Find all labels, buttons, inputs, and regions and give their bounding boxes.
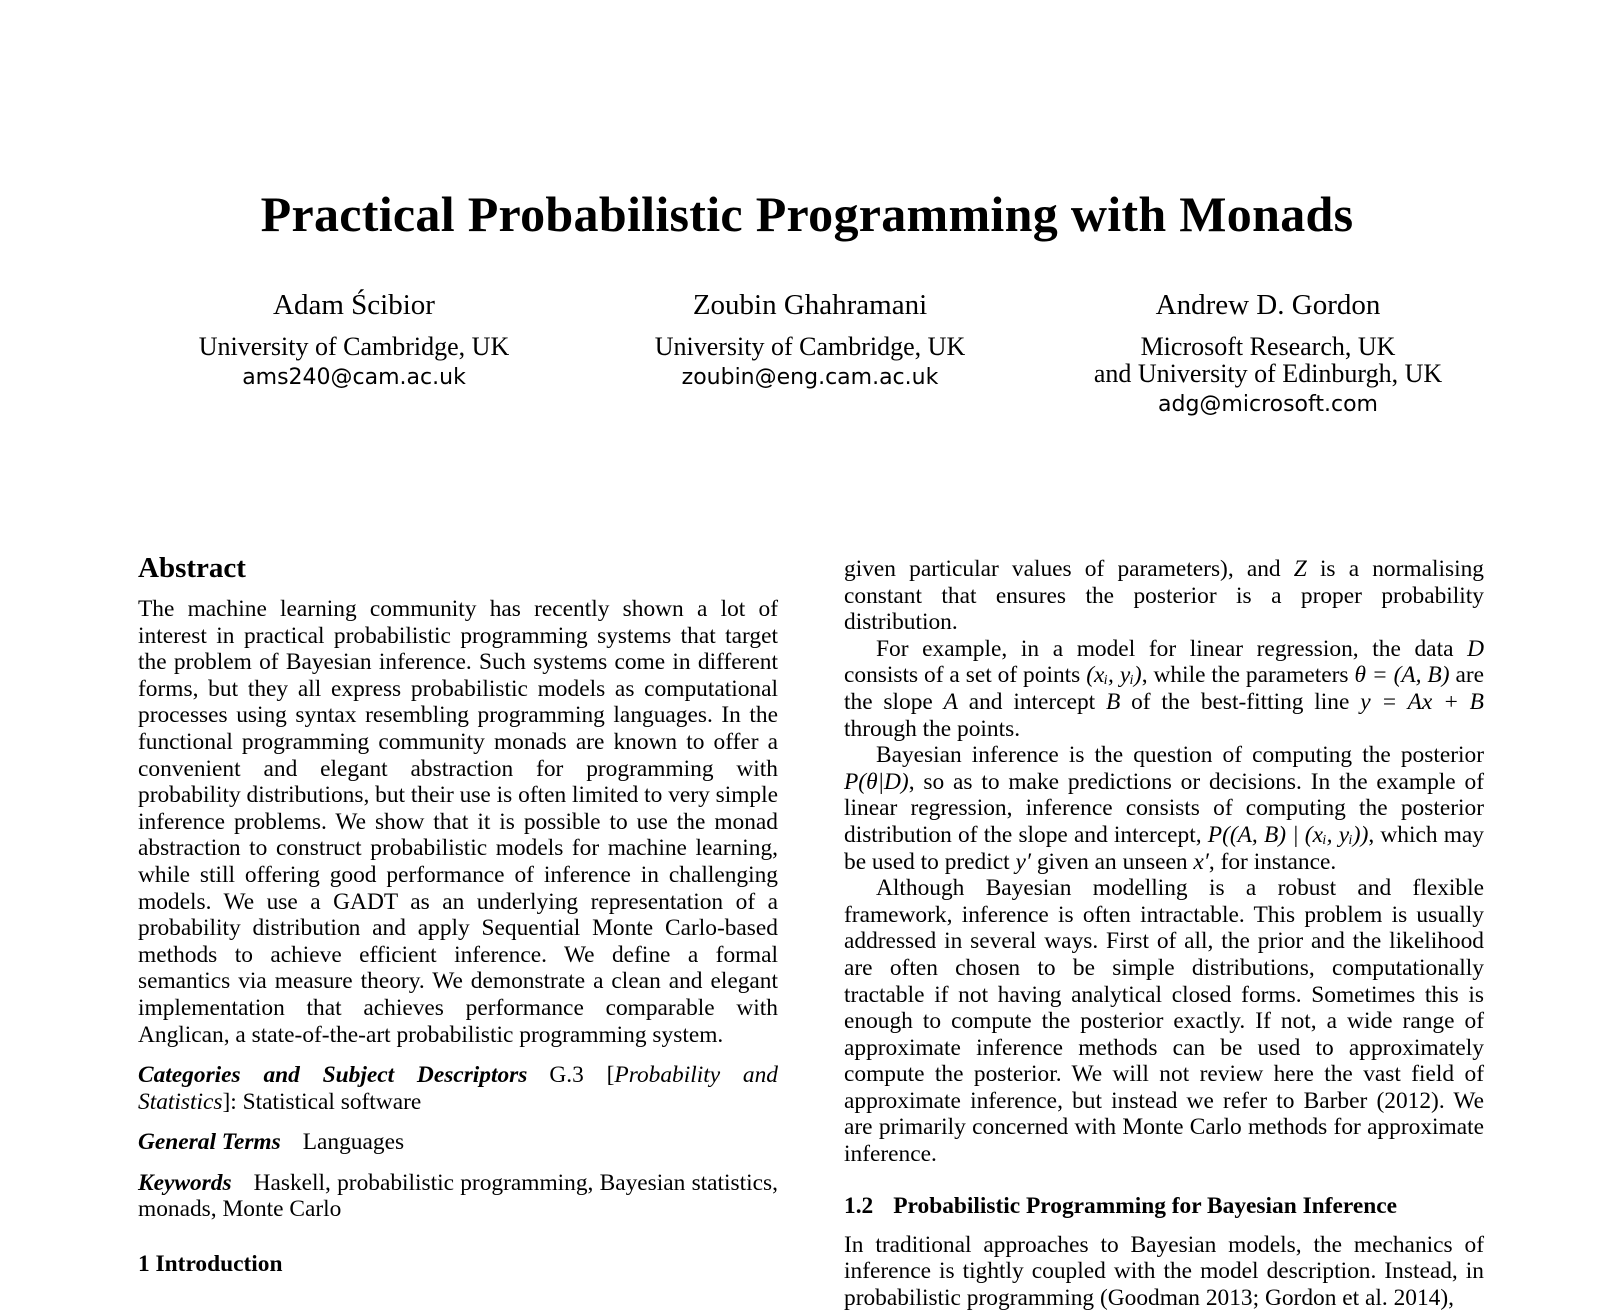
text-run: given an unseen	[1030, 848, 1194, 875]
left-column	[138, 552, 778, 1223]
math-a: A	[943, 688, 958, 715]
text-run: , which may be used to predict	[844, 821, 1485, 875]
author-name: Andrew D. Gordon	[1155, 289, 1381, 321]
text-run: through the points.	[844, 715, 1021, 742]
text-run: are the slope	[844, 662, 1484, 715]
author-email: adg@microsoft.com	[1158, 392, 1378, 417]
author-affiliation: Microsoft Research, UK	[1140, 332, 1396, 361]
general-terms-value: Languages	[302, 1129, 405, 1156]
text-run: , while the parameters	[1141, 662, 1355, 689]
abstract-heading: Abstract	[138, 552, 246, 584]
text-run: of the best-fitting line	[1120, 688, 1361, 715]
categories-line	[138, 1062, 778, 1115]
paragraph-linear-regression	[844, 636, 1484, 742]
section-heading	[844, 1192, 1484, 1220]
general-terms-line	[138, 1129, 778, 1156]
math-b: B	[1105, 688, 1121, 715]
math-d: D	[1467, 635, 1484, 662]
paragraph-normalising	[844, 556, 1484, 636]
author-block-1	[144, 289, 564, 391]
categories-label: Categories and Subject Descriptors	[138, 1062, 528, 1089]
author-name: Adam Ścibior	[273, 289, 435, 321]
text-run: , for instance.	[1208, 848, 1337, 875]
author-affiliation: and University of Edinburgh, UK	[1093, 359, 1443, 388]
section-title: Probabilistic Programming for Bayesian Inference	[893, 1192, 1397, 1219]
text-run: For example, in a model for linear regression, the data	[876, 635, 1468, 662]
text-run: given particular values of parameters), and	[844, 556, 1294, 582]
keywords-line	[138, 1170, 778, 1223]
author-block-3	[1058, 289, 1478, 418]
math-x-prime: x′	[1193, 848, 1209, 875]
author-name: Zoubin Ghahramani	[692, 289, 928, 321]
math-posterior: P(θ|D)	[844, 768, 909, 795]
categories-code: G.3 [	[549, 1062, 615, 1089]
right-column	[844, 556, 1484, 1311]
math-points: (xᵢ, yᵢ)	[1086, 662, 1142, 689]
paragraph-probabilistic-programming: In traditional approaches to Bayesian models, the mechanics of inference is tightly coupled with the model description. Instead, in probabilistic programming (Goodman 2013; Gordon et al. 2014),	[844, 1231, 1484, 1311]
author-affiliation: University of Cambridge, UK	[198, 332, 510, 361]
text-run: Bayesian inference is the question of computing the posterior	[876, 742, 1484, 769]
math-theta: θ = (A, B)	[1354, 662, 1450, 689]
general-terms-label: General Terms	[138, 1129, 281, 1156]
section-number: 1.2	[844, 1192, 874, 1219]
abstract-text: The machine learning community has recently shown a lot of interest in practical probabilistic programming systems that target the problem of Bayesian inference. Such systems come in different forms, but they all express probabilistic models as computational processes using syntax resembling programming languages. In the functional programming community monads are known to offer a convenient and elegant abstraction for programming with probability distributions, but their use is often limited to very simple inference problems. We show that it is possible to use the monad abstraction to construct probabilistic models for machine learning, while still offering good performance of inference in challenging models. We use a GADT as an underlying representation of a probability distribution and apply Sequential Monte Carlo-based methods to achieve efficient inference. We define a formal semantics via measure theory. We demonstrate a clean and elegant implementation that achieves performance comparable with Anglican, a state-of-the-art probabilistic programming system.	[138, 596, 778, 1048]
next-section-heading-cut: 1 Introduction	[138, 1251, 283, 1277]
author-email: zoubin@eng.cam.ac.uk	[681, 365, 939, 390]
keywords-value: Haskell, probabilistic programming, Bayesian statistics, monads, Monte Carlo	[138, 1169, 778, 1223]
text-run: and intercept	[957, 688, 1106, 715]
text-run: consists of a set of points	[844, 662, 1087, 689]
categories-name: Probability and Statistics	[138, 1062, 778, 1115]
math-line: y = Ax + B	[1360, 688, 1484, 715]
math-z: Z	[1293, 556, 1307, 582]
math-y-prime: y′	[1015, 848, 1031, 875]
categories-rest: ]: Statistical software	[222, 1088, 422, 1115]
keywords-label: Keywords	[138, 1169, 232, 1196]
author-email: ams240@cam.ac.uk	[242, 365, 466, 390]
paragraph-bayesian-inference	[844, 742, 1484, 875]
author-block-2	[600, 289, 1020, 391]
paper-title: Practical Probabilistic Programming with Monads	[260, 186, 1354, 242]
paragraph-intractable: Although Bayesian modelling is a robust and flexible framework, inference is often intractable. This problem is usually addressed in several ways. First of all, the prior and the likelihood are often chosen to be simple distributions, computationally tractable if not having analytical closed forms. Sometimes this is enough to compute the posterior exactly. If not, a wide range of approximate inference methods can be used to approximately compute the posterior. We will not review here the vast field of approximate inference, but instead we refer to Barber (2012). We are primarily concerned with Monte Carlo methods for approximate inference.	[844, 875, 1484, 1168]
text-run: is a normalising constant that ensures the posterior is a proper probability distribution.	[844, 556, 1484, 636]
math-posterior-ab: P((A, B) | (xᵢ, yᵢ))	[1207, 821, 1369, 848]
text-run: , so as to make predictions or decisions. In the example of linear regression, inference consists of computing the posterior distribution of the slope and intercept,	[844, 768, 1484, 848]
author-affiliation: University of Cambridge, UK	[654, 332, 966, 361]
